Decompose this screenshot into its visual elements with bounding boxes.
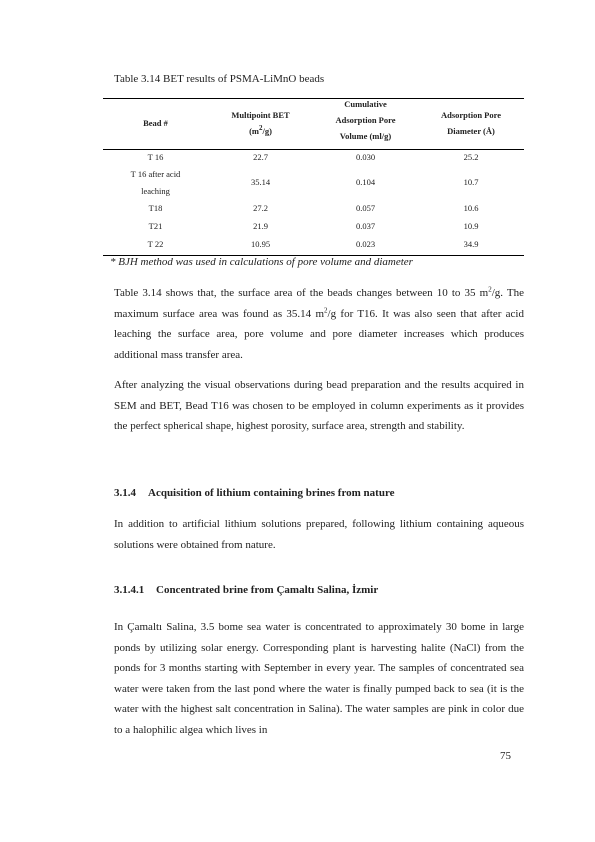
table-cell: 10.7 — [463, 177, 479, 187]
table-cell: T 16 — [147, 152, 164, 162]
header-diameter — [418, 107, 524, 139]
table-caption: Table 3.14 BET results of PSMA-LiMnO beads — [114, 73, 325, 85]
header-bet — [208, 107, 313, 139]
table-cell: 0.104 — [355, 177, 376, 187]
paragraph-natural-brines: In addition to artificial lithium solutions prepared, following lithium containing aqueous solutions were obtained from nature. — [114, 518, 524, 551]
section-heading-3-1-4: 3.1.4 Acquisition of lithium containing brines from nature — [114, 487, 395, 499]
header-diameter-line1: Adsorption Pore — [440, 110, 502, 120]
table-cell: 0.030 — [355, 152, 376, 162]
table-cell: 0.037 — [355, 221, 376, 231]
header-bet-line1: Multipoint BET — [231, 110, 290, 120]
table-cell: 0.057 — [355, 203, 376, 213]
paragraph-camalti-salina: In Çamaltı Salina, 3.5 bome sea water is concentrated to approximately 30 bome in large ponds by utilizing solar energy. Corresponding plant is harvesting halite (NaCl) from the ponds for 3 months starting with September in every year. The samples of concentrated sea water were taken from the last pond where the water is finally pumped back to sea (it is the water with the highest salt concentration in Salina). The water samples are pink in color due to a halophilic algea which lives in — [114, 621, 524, 736]
table-cell: 10.6 — [463, 203, 479, 213]
table-cell: 35.14 — [250, 177, 271, 187]
paragraph-bead-selection: After analyzing the visual observations during bead preparation and the results acquired in SEM and BET, Bead T16 was chosen to be employed in column experiments as it provides the perfect spherical shape, highest porosity, surface area, strength and stability. — [114, 379, 524, 432]
paragraph-bet-summary: Table 3.14 shows that, the surface area of the beads changes between 10 to 35 $m^2/g$. The maximum surface area was found as 35.14 $m^2/g$ for T16. It was also seen that after acid leaching the surface area, pore volume and pore diameter increases which produces additional mass transfer area. — [114, 285, 525, 361]
table-cell: 34.9 — [463, 239, 479, 249]
table-cell: T 22 — [147, 239, 164, 249]
header-volume-line2: Adsorption Pore — [335, 115, 396, 125]
table-cell: T 16 after acid leaching — [130, 169, 181, 196]
header-volume-line3: Volume (ml/g) — [339, 131, 392, 141]
table-cell: 21.9 — [253, 221, 268, 231]
table-footnote: * BJH method was used in calculations of pore volume and diameter — [110, 256, 413, 268]
table-cell: 0.023 — [355, 239, 376, 249]
header-bet-line2: $(m^2/g)$ — [249, 124, 272, 136]
header-bead: Bead # — [143, 118, 168, 128]
header-volume — [313, 96, 418, 144]
header-diameter-line2: Diameter (Å) — [447, 126, 495, 136]
table-cell: T21 — [148, 221, 163, 231]
table-cell: 27.2 — [253, 203, 268, 213]
table-cell: 10.95 — [250, 239, 271, 249]
page-number: 75 — [500, 750, 511, 762]
table-cell: 22.7 — [253, 152, 268, 162]
table-cell: 25.2 — [463, 152, 479, 162]
section-heading-3-1-4-1: 3.1.4.1 Concentrated brine from Çamaltı Salina, İzmir — [114, 584, 379, 596]
header-volume-line1: Cumulative — [344, 99, 387, 109]
table-cell: 10.9 — [463, 221, 479, 231]
table-cell: T18 — [148, 203, 163, 213]
